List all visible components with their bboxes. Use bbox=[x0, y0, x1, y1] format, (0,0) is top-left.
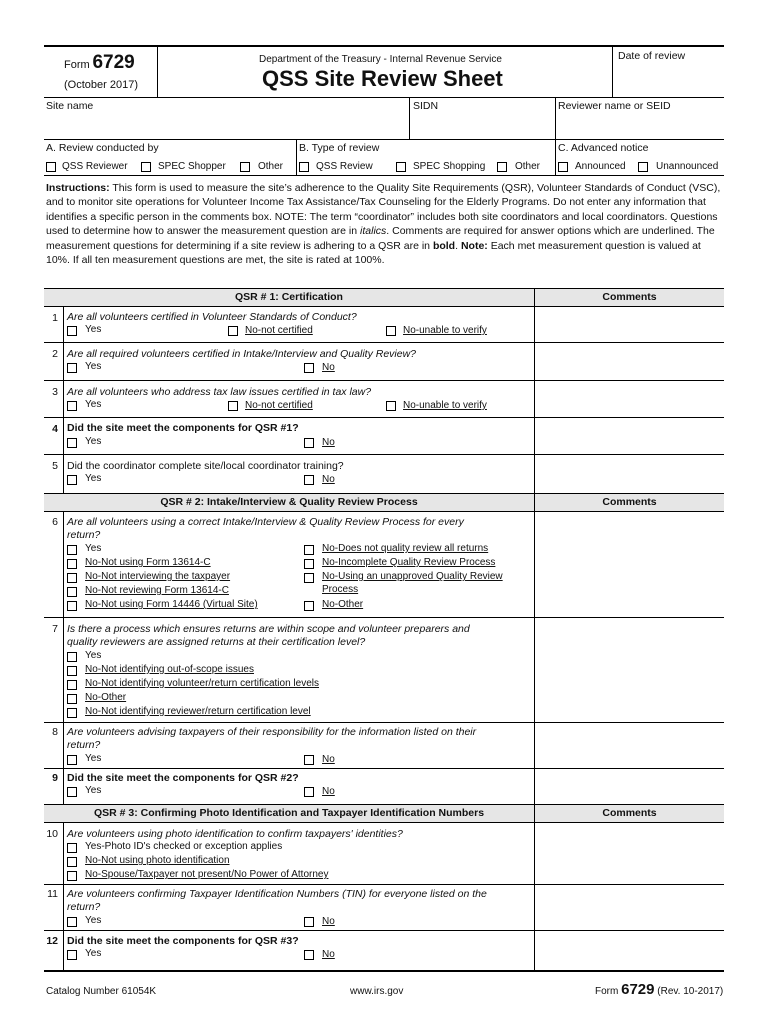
q7-no-other-label: No-Other bbox=[85, 692, 127, 703]
instructions-lead: Instructions: bbox=[46, 182, 110, 194]
qss-reviewer-checkbox[interactable] bbox=[46, 162, 56, 172]
q4-yes-label: Yes bbox=[85, 436, 102, 447]
form-id-block bbox=[64, 52, 135, 74]
q12-no-checkbox[interactable] bbox=[304, 950, 314, 960]
reviewer-label: Reviewer name or SEID bbox=[558, 100, 671, 112]
instructions bbox=[46, 181, 722, 267]
q7-yes-checkbox[interactable] bbox=[67, 652, 77, 662]
q6-no-interviewing-checkbox[interactable] bbox=[67, 573, 77, 583]
q3-not-certified-checkbox[interactable] bbox=[228, 401, 238, 411]
q11-text-line2: return? bbox=[67, 901, 101, 913]
q5-number: 5 bbox=[52, 460, 58, 472]
q6-no-form-13614c-checkbox[interactable] bbox=[67, 559, 77, 569]
instructions-part-4: Each met measurement question is valued at 10%. If all ten measurement questions are met, the site is rated at 100%. bbox=[46, 239, 701, 267]
footer-form-id bbox=[595, 981, 723, 998]
instructions-note: Note: bbox=[460, 239, 488, 252]
q6-yes-checkbox[interactable] bbox=[67, 545, 77, 555]
qsr2-heading: QSR # 2: Intake/Interview & Quality Review Process bbox=[160, 496, 418, 508]
instructions-bold: bold bbox=[432, 239, 456, 252]
q11-no-label: No bbox=[322, 916, 335, 927]
instructions-part-3: . bbox=[455, 239, 461, 252]
q1-unable-verify-label: No-unable to verify bbox=[403, 325, 487, 336]
q7-yes-label: Yes bbox=[85, 650, 102, 661]
review-conducted-by-label: A. Review conducted by bbox=[46, 142, 159, 154]
qss-review-checkbox[interactable] bbox=[299, 162, 309, 172]
q9-yes-label: Yes bbox=[85, 785, 102, 796]
sidn-field[interactable] bbox=[413, 114, 553, 138]
q7-cert-levels-label: No-Not identifying volunteer/return certification levels bbox=[85, 678, 319, 689]
q12-number: 12 bbox=[46, 935, 58, 947]
review-other-label: Other bbox=[258, 161, 284, 172]
q8-text-line2: return? bbox=[67, 739, 101, 751]
q8-number: 8 bbox=[52, 726, 58, 738]
q11-yes-label: Yes bbox=[85, 915, 102, 926]
q6-incomplete-review-label: No-Incomplete Quality Review Process bbox=[322, 557, 496, 568]
q11-text-line1: Are volunteers confirming Taxpayer Identification Numbers (TIN) for everyone listed on the bbox=[67, 888, 487, 900]
qss-reviewer-label: QSS Reviewer bbox=[62, 161, 128, 172]
type-other-checkbox[interactable] bbox=[497, 162, 507, 172]
q4-no-label: No bbox=[322, 437, 335, 448]
footer-form-number: 6729 bbox=[621, 981, 655, 998]
q1-yes-label: Yes bbox=[85, 324, 102, 335]
q8-no-label: No bbox=[322, 754, 335, 765]
q6-no-form-14446-label: No-Not using Form 14446 (Virtual Site) bbox=[85, 599, 258, 610]
q3-text: Are all volunteers who address tax law issues certified in tax law? bbox=[67, 386, 372, 398]
form-number: 6729 bbox=[92, 52, 135, 73]
q3-yes-checkbox[interactable] bbox=[67, 401, 77, 411]
q6-unapproved-review-label-cont: Process bbox=[322, 584, 359, 595]
website: www.irs.gov bbox=[350, 986, 404, 997]
q6-unapproved-review-label: No-Using an unapproved Quality Review bbox=[322, 571, 503, 582]
site-name-field[interactable] bbox=[46, 114, 406, 138]
q9-no-label: No bbox=[322, 786, 335, 797]
q7-reviewer-level-label: No-Not identifying reviewer/return certification level bbox=[85, 706, 311, 717]
qss-review-label: QSS Review bbox=[316, 161, 373, 172]
q6-text-line1: Are all volunteers using a correct Intake/Interview & Quality Review Process for every bbox=[67, 516, 464, 528]
q6-no-quality-review-checkbox[interactable] bbox=[304, 545, 314, 555]
unannounced-label: Unannounced bbox=[656, 161, 719, 172]
q2-no-label: No bbox=[322, 362, 335, 373]
q1-text: Are all volunteers certified in Volunteer Standards of Conduct? bbox=[67, 311, 357, 323]
qsr2-comments-heading: Comments bbox=[602, 496, 657, 508]
page-title: QSS Site Review Sheet bbox=[262, 66, 503, 91]
q8-text-line1: Are volunteers advising taxpayers of their responsibility for the information listed on their bbox=[67, 726, 477, 738]
qsr3-comments-heading: Comments bbox=[602, 807, 657, 819]
q5-no-label: No bbox=[322, 474, 335, 485]
q7-cert-levels-checkbox[interactable] bbox=[67, 680, 77, 690]
announced-checkbox[interactable] bbox=[558, 162, 568, 172]
q10-no-spouse-checkbox[interactable] bbox=[67, 871, 77, 881]
q7-number: 7 bbox=[52, 623, 58, 635]
q10-yes-label: Yes-Photo ID's checked or exception applies bbox=[85, 841, 283, 852]
q11-no-checkbox[interactable] bbox=[304, 917, 314, 927]
q2-yes-label: Yes bbox=[85, 361, 102, 372]
q5-no-checkbox[interactable] bbox=[304, 475, 314, 485]
spec-shopping-checkbox[interactable] bbox=[396, 162, 406, 172]
q6-no-form-13614c-label: No-Not using Form 13614-C bbox=[85, 557, 211, 568]
q6-no-other-checkbox[interactable] bbox=[304, 601, 314, 611]
q4-text: Did the site meet the components for QSR #1? bbox=[67, 422, 299, 434]
qsr1-heading: QSR # 1: Certification bbox=[235, 291, 343, 303]
q7-reviewer-level-checkbox[interactable] bbox=[67, 708, 77, 718]
q12-yes-checkbox[interactable] bbox=[67, 950, 77, 960]
qsr3-heading: QSR # 3: Confirming Photo Identification and Taxpayer Identification Numbers bbox=[93, 807, 485, 819]
form-date: (October 2017) bbox=[64, 79, 138, 91]
footer-form-word: Form bbox=[595, 986, 619, 997]
q5-yes-checkbox[interactable] bbox=[67, 475, 77, 485]
q1-number: 1 bbox=[52, 312, 58, 324]
q2-no-checkbox[interactable] bbox=[304, 363, 314, 373]
q9-no-checkbox[interactable] bbox=[304, 787, 314, 797]
q9-number: 9 bbox=[52, 772, 58, 784]
instructions-part-2: . Comments are required for answer options which are underlined. The measurement questions for determining if a site review is adhering to a QSR are in bbox=[46, 225, 715, 252]
q6-yes-label: Yes bbox=[85, 543, 102, 554]
q5-text: Did the coordinator complete site/local coordinator training? bbox=[67, 460, 344, 472]
q6-no-other-label: No-Other bbox=[322, 599, 364, 610]
type-other-label: Other bbox=[515, 161, 541, 172]
q8-no-checkbox[interactable] bbox=[304, 755, 314, 765]
q10-no-photo-id-label: No-Not using photo identification bbox=[85, 855, 230, 866]
advanced-notice-label: C. Advanced notice bbox=[558, 142, 649, 154]
q6-text-line2: return? bbox=[67, 529, 101, 541]
q3-yes-label: Yes bbox=[85, 399, 102, 410]
form-word: Form bbox=[64, 59, 90, 71]
q6-unapproved-review-checkbox[interactable] bbox=[304, 573, 314, 583]
q1-not-certified-checkbox[interactable] bbox=[228, 326, 238, 336]
q3-not-certified-label: No-not certified bbox=[245, 400, 313, 411]
review-other-checkbox[interactable] bbox=[240, 162, 250, 172]
q4-number: 4 bbox=[52, 423, 58, 435]
spec-shopping-label: SPEC Shopping bbox=[413, 161, 486, 172]
catalog-number: Catalog Number 61054K bbox=[46, 986, 157, 997]
announced-label: Announced bbox=[575, 161, 626, 172]
date-of-review-field[interactable] bbox=[614, 64, 722, 96]
q9-yes-checkbox[interactable] bbox=[67, 787, 77, 797]
date-of-review-label: Date of review bbox=[618, 50, 686, 62]
footer-rev: (Rev. 10-2017) bbox=[657, 986, 724, 997]
q12-yes-label: Yes bbox=[85, 948, 102, 959]
q2-yes-checkbox[interactable] bbox=[67, 363, 77, 373]
spec-shopper-label: SPEC Shopper bbox=[158, 161, 226, 172]
q8-yes-label: Yes bbox=[85, 753, 102, 764]
q11-number: 11 bbox=[47, 888, 58, 900]
instructions-part-1: This form is used to measure the site’s adherence to the Quality Site Requirements (QSR), Volunteer Standards of Conduct (VSC), and to monitor site operations for Volunteer Income Tax Assistance/Tax Counseling for the Elderly Programs. Do not enter any information that identifies a specific person in the comments box. NOTE: The term “coordinator” includes both site coordinators and local coordinators. Questions used to determine how to answer the measurement question are in bbox=[46, 182, 721, 238]
q10-number: 10 bbox=[46, 828, 58, 840]
q1-unable-verify-checkbox[interactable] bbox=[386, 326, 396, 336]
q7-out-of-scope-checkbox[interactable] bbox=[67, 666, 77, 676]
q7-text-line2: quality reviewers are assigned returns at their certification level? bbox=[67, 636, 366, 648]
q3-unable-verify-checkbox[interactable] bbox=[386, 401, 396, 411]
q6-no-interviewing-label: No-Not interviewing the taxpayer bbox=[85, 571, 231, 582]
q7-text-line1: Is there a process which ensures returns are within scope and volunteer preparers and bbox=[67, 623, 470, 635]
type-of-review-label: B. Type of review bbox=[299, 142, 380, 154]
q12-text: Did the site meet the components for QSR #3? bbox=[67, 935, 299, 947]
q12-no-label: No bbox=[322, 949, 335, 960]
q7-out-of-scope-label: No-Not identifying out-of-scope issues bbox=[85, 664, 254, 675]
q10-no-photo-id-checkbox[interactable] bbox=[67, 857, 77, 867]
q2-text: Are all required volunteers certified in Intake/Interview and Quality Review? bbox=[67, 348, 417, 360]
q7-no-other-checkbox[interactable] bbox=[67, 694, 77, 704]
q5-yes-label: Yes bbox=[85, 473, 102, 484]
q3-number: 3 bbox=[52, 386, 58, 398]
q1-yes-checkbox[interactable] bbox=[67, 326, 77, 336]
reviewer-field[interactable] bbox=[558, 114, 722, 138]
q4-no-checkbox[interactable] bbox=[304, 438, 314, 448]
q1-not-certified-label: No-not certified bbox=[245, 325, 313, 336]
q4-yes-checkbox[interactable] bbox=[67, 438, 77, 448]
q6-no-reviewing-label: No-Not reviewing Form 13614-C bbox=[85, 585, 229, 596]
spec-shopper-checkbox[interactable] bbox=[141, 162, 151, 172]
site-name-label: Site name bbox=[46, 100, 94, 112]
qsr1-comments-heading: Comments bbox=[602, 291, 657, 303]
q6-incomplete-review-checkbox[interactable] bbox=[304, 559, 314, 569]
q10-no-spouse-label: No-Spouse/Taxpayer not present/No Power of Attorney bbox=[85, 869, 329, 880]
q6-no-reviewing-checkbox[interactable] bbox=[67, 587, 77, 597]
unannounced-checkbox[interactable] bbox=[638, 162, 648, 172]
agency-line: Department of the Treasury - Internal Revenue Service bbox=[259, 54, 502, 65]
q9-text: Did the site meet the components for QSR #2? bbox=[67, 772, 299, 784]
q6-no-quality-review-label: No-Does not quality review all returns bbox=[322, 543, 489, 554]
q2-number: 2 bbox=[52, 348, 58, 360]
instructions-italics: italics bbox=[360, 225, 387, 238]
q6-no-form-14446-checkbox[interactable] bbox=[67, 601, 77, 611]
q3-unable-verify-label: No-unable to verify bbox=[403, 400, 487, 411]
sidn-label: SIDN bbox=[413, 100, 439, 112]
q11-yes-checkbox[interactable] bbox=[67, 917, 77, 927]
q10-yes-checkbox[interactable] bbox=[67, 843, 77, 853]
q10-text: Are volunteers using photo identification to confirm taxpayers' identities? bbox=[67, 828, 403, 840]
q8-yes-checkbox[interactable] bbox=[67, 755, 77, 765]
q6-number: 6 bbox=[52, 516, 58, 528]
